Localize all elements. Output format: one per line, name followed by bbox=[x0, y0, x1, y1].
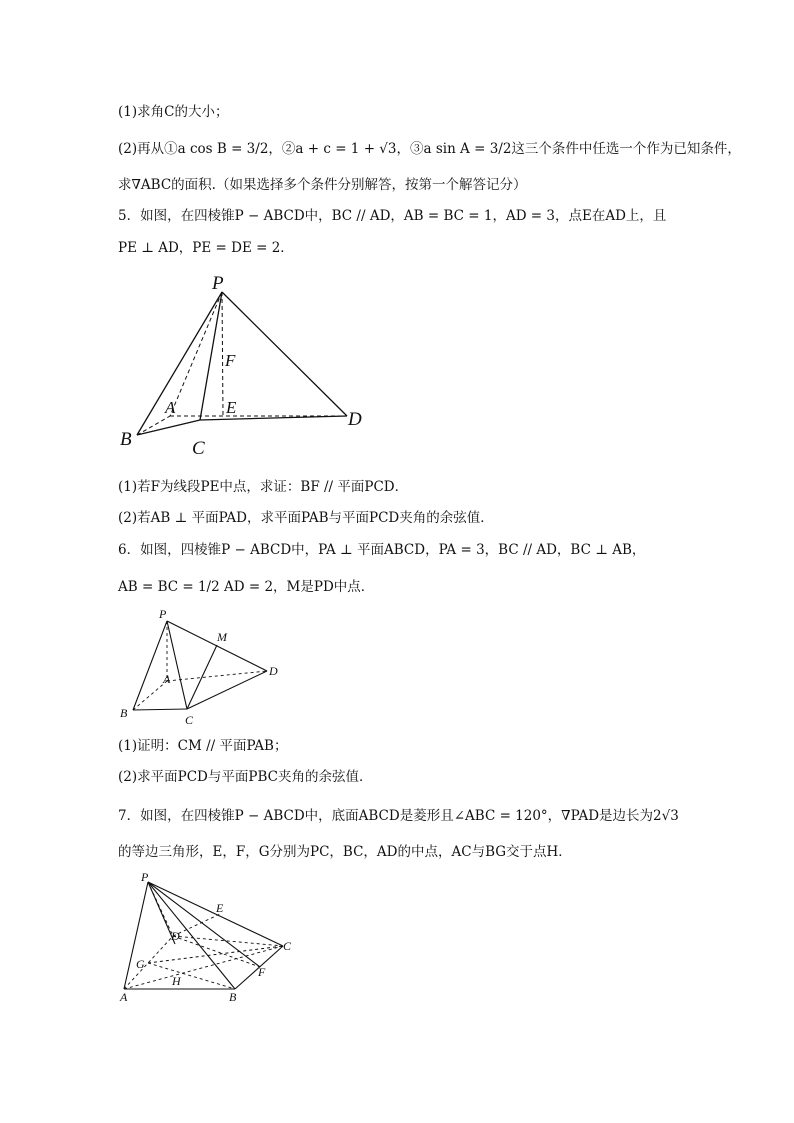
fig5-label-C: C bbox=[192, 438, 205, 459]
fig6-label-B: B bbox=[120, 706, 128, 720]
fig7-label-C: C bbox=[283, 939, 292, 953]
q6-stem: 6．如图，四棱锥P − ABCD中，PA ⊥ 平面ABCD，PA = 3，BC // AD，BC ⊥ AB， bbox=[118, 542, 646, 558]
fig5-label-P: P bbox=[212, 273, 224, 294]
fig7-label-G: G bbox=[136, 957, 145, 971]
fig6-label-M: M bbox=[217, 630, 227, 644]
figure-q7-pyramid bbox=[110, 868, 310, 1008]
fig6-label-A: A bbox=[163, 672, 171, 686]
fig7-label-E: E bbox=[216, 901, 224, 915]
figure-q6-pyramid bbox=[115, 605, 295, 730]
q6-part1: (1)证明：CM // 平面PAB； bbox=[118, 738, 288, 754]
fig5-label-E: E bbox=[226, 398, 237, 417]
q5-part1: (1)若F为线段PE中点，求证：BF // 平面PCD． bbox=[118, 479, 409, 495]
fig7-label-B: B bbox=[229, 990, 237, 1004]
q4-part2-task: 求∇ABC的面积.（如果选择多个条件分别解答，按第一个解答记分） bbox=[118, 177, 527, 193]
fig7-label-D: D bbox=[171, 929, 180, 943]
q6-stem-cont: AB = BC = 1/2 AD = 2，M是PD中点． bbox=[118, 579, 375, 595]
q5-stem-cont: PE ⊥ AD，PE = DE = 2． bbox=[118, 240, 294, 256]
fig7-label-P: P bbox=[141, 870, 149, 884]
fig5-label-A: A bbox=[165, 398, 176, 417]
fig5-label-D: D bbox=[348, 409, 362, 430]
fig7-label-A: A bbox=[120, 990, 128, 1004]
fig5-label-F: F bbox=[225, 351, 236, 370]
q7-stem: 7．如图，在四棱锥P − ABCD中，底面ABCD是菱形且∠ABC = 120°，∇PAD是边长为2√3 bbox=[118, 808, 679, 824]
q4-part2-conditions: (2)再从①a cos B = 3/2，②a + c = 1 + √3，③a sin A = 3/2这三个条件中任选一个作为已知条件， bbox=[118, 141, 741, 157]
fig6-label-C: C bbox=[185, 713, 194, 727]
fig6-label-D: D bbox=[269, 664, 278, 678]
figure-q5-pyramid bbox=[115, 270, 375, 460]
fig6-label-P: P bbox=[159, 607, 167, 621]
q5-stem: 5．如图，在四棱锥P − ABCD中，BC // AD，AB = BC = 1，AD = 3，点E在AD上，且 bbox=[118, 208, 667, 224]
q6-part2: (2)求平面PCD与平面PBC夹角的余弦值． bbox=[118, 769, 373, 785]
q5-part2: (2)若AB ⊥ 平面PAD，求平面PAB与平面PCD夹角的余弦值． bbox=[118, 510, 494, 526]
q4-part1: (1)求角C的大小； bbox=[118, 104, 229, 120]
fig5-label-B: B bbox=[120, 429, 132, 450]
q7-stem-cont: 的等边三角形，E，F，G分别为PC，BC，AD的中点，AC与BG交于点H． bbox=[118, 844, 572, 860]
fig7-label-F: F bbox=[258, 965, 266, 979]
fig7-label-H: H bbox=[172, 974, 181, 988]
